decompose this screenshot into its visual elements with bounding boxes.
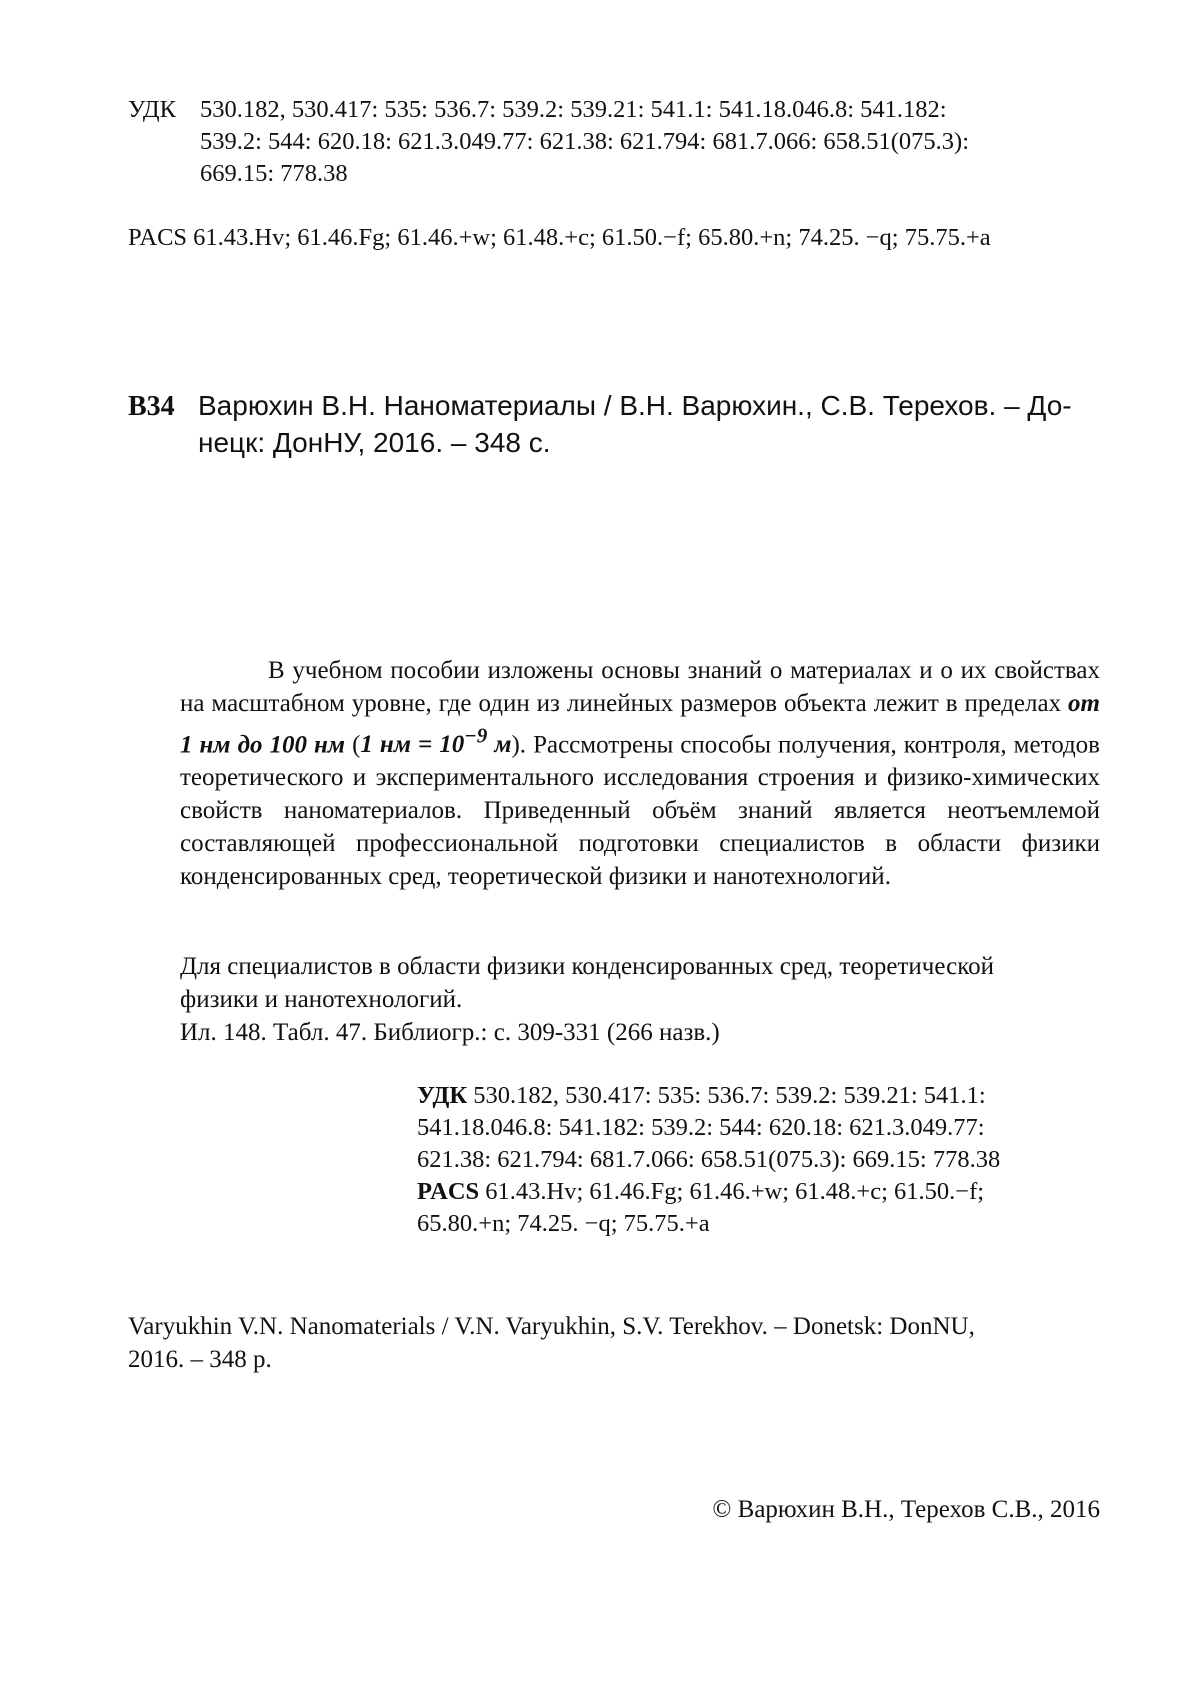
udk-label: УДК <box>128 96 176 123</box>
biblio-line-1: Варюхин В.Н. Наноматериалы / В.Н. Варюхин., С.В. Терехов. – До- <box>198 390 1072 421</box>
udk-bottom-line-2: 541.18.046.8: 541.182: 539.2: 544: 620.18: 621.3.049.77: <box>417 1114 985 1141</box>
udk-codes-line-2: 539.2: 544: 620.18: 621.3.049.77: 621.38: 621.794: 681.7.066: 658.51(075.3): <box>200 128 970 155</box>
unit-exponent: −9 <box>464 724 488 748</box>
pacs-codes: 61.43.Hv; 61.46.Fg; 61.46.+w; 61.48.+c; 61.50.−f; 65.80.+n; 74.25. −q; 75.75.+a <box>193 224 991 251</box>
audience-line-1: Для специалистов в области физики конденсированных сред, теоретической <box>180 953 994 980</box>
audience-line-2: физики и нанотехнологий. <box>180 986 463 1013</box>
illustrations-info: Ил. 148. Табл. 47. Библиогр.: с. 309-331 (266 назв.) <box>180 1019 720 1046</box>
udk-codes-line-1: 530.182, 530.417: 535: 536.7: 539.2: 539.21: 541.1: 541.18.046.8: 541.182: <box>200 96 947 123</box>
english-line-2: 2016. – 348 p. <box>128 1346 272 1373</box>
copyright-notice: © Варюхин В.Н., Терехов С.В., 2016 <box>712 1496 1100 1523</box>
pacs-header <box>128 222 1178 254</box>
english-line-1: Varyukhin V.N. Nanomaterials / V.N. Varyukhin, S.V. Terekhov. – Donetsk: DonNU, <box>128 1313 975 1340</box>
abstract-text-1: В учебном пособии изложены основы знаний о материалах и о их свойствах на масштабном уровне, где один из линейных размеров объекта лежит в пределах <box>180 657 1100 717</box>
udk-bottom-line-1: 530.182, 530.417: 535: 536.7: 539.2: 539.21: 541.1: <box>467 1082 986 1109</box>
abstract-paragraph <box>180 654 1100 893</box>
audience-note <box>180 950 1100 1049</box>
pacs-bottom-label: PACS <box>417 1178 480 1205</box>
classification-block <box>417 1080 1147 1240</box>
unit-definition <box>360 724 512 759</box>
pacs-label: PACS <box>128 224 188 251</box>
paren-open: ( <box>345 731 361 759</box>
udk-codes-line-3: 669.15: 778.38 <box>200 160 348 187</box>
udk-header <box>128 94 1148 190</box>
biblio-line-2: нецк: ДонНУ, 2016. – 348 с. <box>198 427 551 458</box>
size-range: от 1 нм до 100 нм <box>180 690 1100 759</box>
author-sign: В34 <box>128 391 175 422</box>
bibliographic-record <box>128 388 1128 461</box>
paren-close: ). <box>511 731 527 759</box>
abstract-text-2: Рассмотрены способы получения, контроля, методов теоретического и экспериментального исследования строения и физико-химических свойств наноматериалов. Приведенный объём знаний является неотъемлемой составляющей профессиональной подготовки специалистов в области физики конденсированных сред, теоретической физики и нанотехнологий. <box>180 731 1100 891</box>
pacs-bottom-line-2: 65.80.+n; 74.25. −q; 75.75.+a <box>417 1210 710 1237</box>
english-citation <box>128 1310 1138 1376</box>
unit-meter: м <box>494 731 512 759</box>
udk-bottom-line-3: 621.38: 621.794: 681.7.066: 658.51(075.3): 669.15: 778.38 <box>417 1146 1001 1173</box>
pacs-bottom-line-1: 61.43.Hv; 61.46.Fg; 61.46.+w; 61.48.+c; 61.50.−f; <box>479 1178 985 1205</box>
udk-bottom-label: УДК <box>417 1082 468 1109</box>
unit-def-text: 1 нм = 10 <box>360 731 465 759</box>
